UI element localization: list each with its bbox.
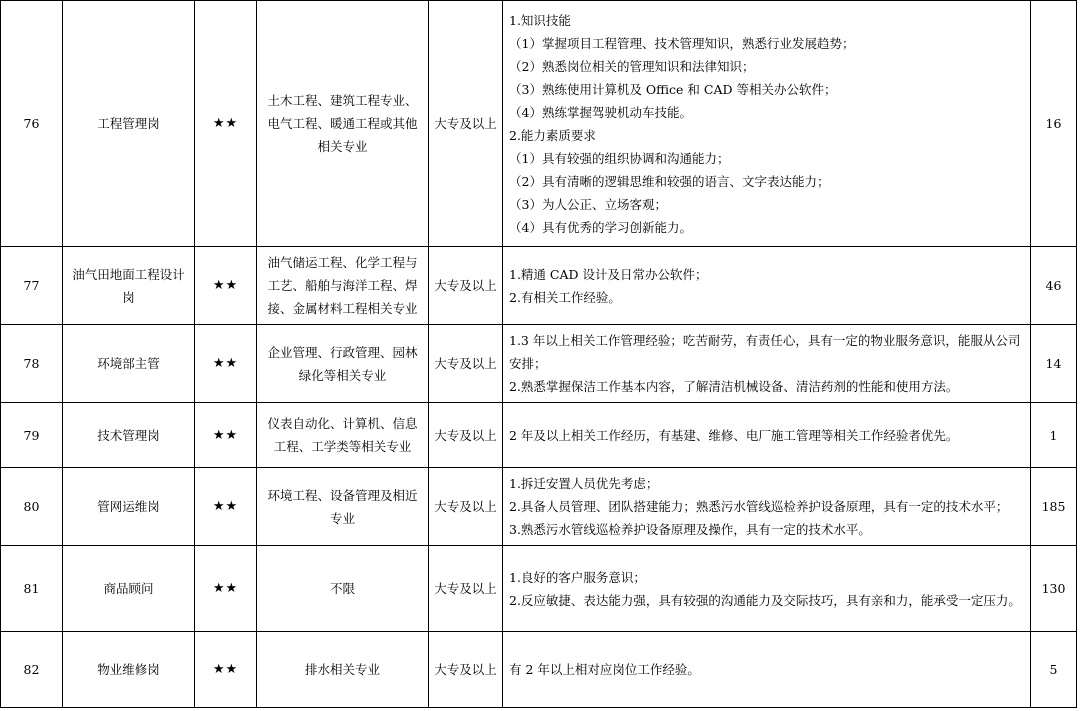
- headcount: 46: [1031, 247, 1077, 325]
- headcount: 1: [1031, 403, 1077, 468]
- requirement-line: 有 2 年以上相对应岗位工作经验。: [509, 662, 700, 677]
- education-requirement: 大专及以上: [429, 403, 503, 468]
- position-name: 物业维修岗: [63, 632, 195, 708]
- table-row: [1, 546, 1080, 632]
- row-number: 77: [1, 247, 63, 325]
- requirement-line: 3.熟悉污水管线巡检养护设备原理及操作，具有一定的技术水平。: [509, 522, 871, 537]
- star-rating: ★★: [195, 247, 257, 325]
- star-rating: ★★: [195, 325, 257, 403]
- requirement-line: （1）具有较强的组织协调和沟通能力；: [509, 150, 730, 166]
- education-requirement: 大专及以上: [429, 546, 503, 632]
- requirement-line: 1.精通 CAD 设计及日常办公软件；: [509, 266, 708, 282]
- position-name: 环境部主管: [63, 325, 195, 403]
- requirement-line: 1.知识技能: [509, 12, 571, 28]
- requirement-line: （4）熟练掌握驾驶机动车技能。: [509, 104, 692, 120]
- job-requirements: [503, 546, 1031, 632]
- table-row: [1, 325, 1080, 403]
- row-number: 79: [1, 403, 63, 468]
- requirement-line: （3）为人公正、立场客观；: [509, 196, 667, 212]
- job-requirements: [503, 403, 1031, 468]
- headcount: 130: [1031, 546, 1077, 632]
- requirement-line: （3）熟练使用计算机及 Office 和 CAD 等相关办公软件；: [509, 81, 837, 97]
- requirement-line: （1）掌握项目工程管理、技术管理知识，熟悉行业发展趋势；: [509, 35, 855, 51]
- table-row: [1, 247, 1080, 325]
- table-row: [1, 403, 1080, 468]
- star-rating: ★★: [195, 468, 257, 546]
- requirement-line: （2）熟悉岗位相关的管理知识和法律知识；: [509, 58, 755, 74]
- table-row: [1, 1, 1080, 247]
- headcount: 5: [1031, 632, 1077, 708]
- edge-cell: [1077, 403, 1080, 468]
- position-name: 技术管理岗: [63, 403, 195, 468]
- job-requirements: [503, 1, 1031, 247]
- headcount: 16: [1031, 1, 1077, 247]
- edge-cell: [1077, 468, 1080, 546]
- requirement-line: （4）具有优秀的学习创新能力。: [509, 219, 692, 235]
- requirement-line: 2.熟悉掌握保洁工作基本内容，了解清洁机械设备、清洁药剂的性能和使用方法。: [509, 379, 959, 394]
- requirement-line: 2.反应敏捷、表达能力强，具有较强的沟通能力及交际技巧，具有亲和力，能承受一定压力。: [509, 592, 1021, 608]
- headcount: 14: [1031, 325, 1077, 403]
- edge-cell: [1077, 632, 1080, 708]
- row-number: 81: [1, 546, 63, 632]
- requirement-line: 1.拆迁安置人员优先考虑；: [509, 476, 659, 491]
- position-name: 商品顾问: [63, 546, 195, 632]
- position-name: 工程管理岗: [63, 1, 195, 247]
- edge-cell: [1077, 325, 1080, 403]
- major-requirement: 仪表自动化、计算机、信息工程、工学类等相关专业: [257, 403, 429, 468]
- requirement-line: 2.具备人员管理、团队搭建能力；熟悉污水管线巡检养护设备原理，具有一定的技术水平；: [509, 499, 1009, 514]
- education-requirement: 大专及以上: [429, 1, 503, 247]
- education-requirement: 大专及以上: [429, 468, 503, 546]
- requirement-line: （2）具有清晰的逻辑思维和较强的语言、文字表达能力；: [509, 173, 830, 189]
- star-rating: ★★: [195, 546, 257, 632]
- edge-cell: [1077, 546, 1080, 632]
- job-requirements: [503, 247, 1031, 325]
- table-row: [1, 632, 1080, 708]
- requirement-line: 2.有相关工作经验。: [509, 289, 621, 305]
- major-requirement: 土木工程、建筑工程专业、电气工程、暖通工程或其他相关专业: [257, 1, 429, 247]
- major-requirement: 环境工程、设备管理及相近专业: [257, 468, 429, 546]
- job-requirements: [503, 632, 1031, 708]
- major-requirement: 企业管理、行政管理、园林绿化等相关专业: [257, 325, 429, 403]
- requirement-line: 2.能力素质要求: [509, 127, 596, 143]
- education-requirement: 大专及以上: [429, 632, 503, 708]
- job-requirements: [503, 325, 1031, 403]
- star-rating: ★★: [195, 403, 257, 468]
- table-row: [1, 468, 1080, 546]
- requirement-line: 1.良好的客户服务意识；: [509, 569, 646, 585]
- row-number: 82: [1, 632, 63, 708]
- position-name: 管网运维岗: [63, 468, 195, 546]
- job-requirements: [503, 468, 1031, 546]
- major-requirement: 不限: [257, 546, 429, 632]
- education-requirement: 大专及以上: [429, 325, 503, 403]
- education-requirement: 大专及以上: [429, 247, 503, 325]
- row-number: 78: [1, 325, 63, 403]
- edge-cell: [1077, 247, 1080, 325]
- requirement-line: 2 年及以上相关工作经历，有基建、维修、电厂施工管理等相关工作经验者优先。: [509, 427, 959, 443]
- major-requirement: 油气储运工程、化学工程与工艺、船舶与海洋工程、焊接、金属材料工程相关专业: [257, 247, 429, 325]
- row-number: 80: [1, 468, 63, 546]
- star-rating: ★★: [195, 632, 257, 708]
- star-rating: ★★: [195, 1, 257, 247]
- headcount: 185: [1031, 468, 1077, 546]
- major-requirement: 排水相关专业: [257, 632, 429, 708]
- edge-cell: [1077, 1, 1080, 247]
- row-number: 76: [1, 1, 63, 247]
- position-name: 油气田地面工程设计岗: [63, 247, 195, 325]
- requirement-line: 1.3 年以上相关工作管理经验；吃苦耐劳，有责任心，具有一定的物业服务意识，能服从公司安排；: [509, 333, 1021, 371]
